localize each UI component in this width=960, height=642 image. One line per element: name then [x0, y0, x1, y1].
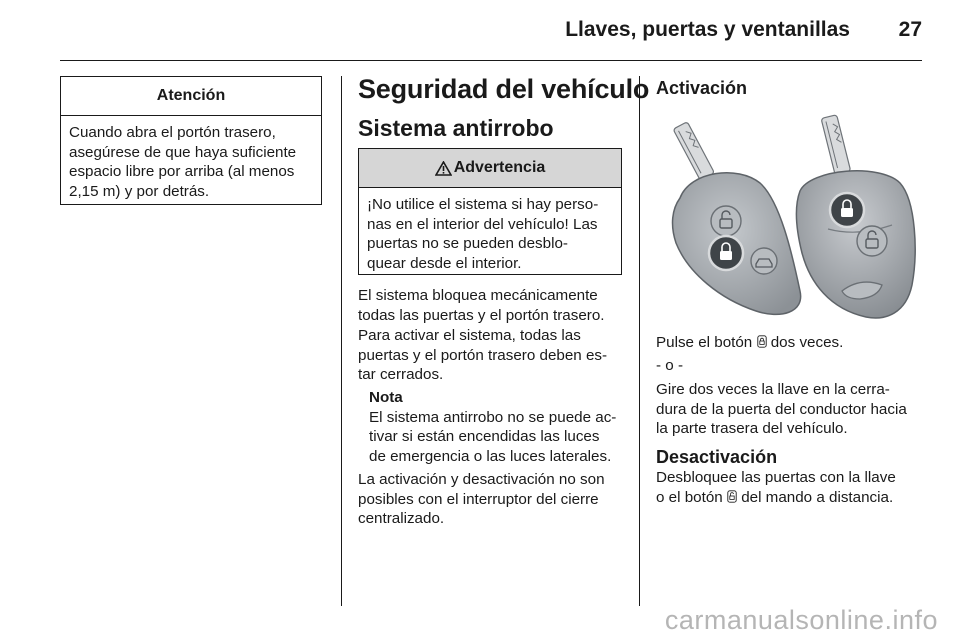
paragraph-line	[656, 488, 896, 508]
header-rule	[60, 60, 922, 61]
warning-line: quear desde el interior.	[367, 254, 522, 272]
warning-body	[359, 188, 621, 279]
paragraph-3	[358, 470, 605, 529]
turn-key-paragraph	[656, 380, 907, 439]
paragraph-line: puertas y el portón trasero deben es-	[358, 346, 608, 364]
warning-box	[358, 148, 622, 275]
paragraph-line: la parte trasera del vehículo.	[656, 420, 848, 437]
unlock-text-before: o el botón	[656, 488, 723, 506]
note-label: Nota	[369, 389, 403, 406]
attention-line: Cuando abra el portón trasero,	[69, 124, 276, 141]
warning-title-bar	[359, 149, 621, 188]
unlock-text-after: del mando a distancia.	[741, 488, 894, 506]
attention-body	[61, 116, 321, 207]
paragraph-line: tar cerrados.	[358, 366, 444, 383]
warning-line: ¡No utilice el sistema si hay perso-	[367, 196, 599, 213]
remote-key-illustration	[660, 113, 922, 323]
paragraph-line: posibles con el interruptor del cierre	[358, 490, 599, 508]
paragraph-line: todas las puertas y el portón trasero.	[358, 306, 605, 324]
paragraph-1	[358, 286, 605, 325]
paragraph-line: Desbloquee las puertas con la llave	[656, 469, 896, 486]
warning-triangle-icon	[435, 161, 452, 176]
warning-title: Advertencia	[453, 159, 546, 176]
attention-line: asegúrese de que haya suficiente	[69, 143, 297, 161]
attention-box	[60, 76, 322, 205]
unlock-icon	[727, 490, 737, 503]
paragraph-line: dura de la puerta del conductor hacia	[656, 400, 907, 418]
paragraph-line: El sistema bloquea mecánicamente	[358, 287, 598, 304]
note	[369, 388, 616, 466]
column-divider-2	[639, 76, 640, 606]
attention-line: 2,15 m) y por detrás.	[69, 182, 210, 200]
note-line: El sistema antirrobo no se puede ac-	[369, 408, 617, 426]
lock-icon	[757, 335, 767, 348]
column-divider-1	[341, 76, 342, 606]
note-line: de emergencia o las luces laterales.	[369, 447, 612, 465]
attention-title: Atención	[61, 77, 321, 116]
press-instruction	[656, 333, 843, 353]
paragraph-line: centralizado.	[358, 510, 445, 527]
paragraph-line: La activación y desactivación no son	[358, 471, 605, 488]
section-title: Seguridad del vehículo	[358, 74, 650, 104]
press-text-after: dos veces.	[770, 334, 844, 351]
or-separator: - o -	[656, 357, 684, 374]
fob-button	[751, 248, 777, 274]
warning-line: nas en el interior del vehículo! Las	[367, 215, 598, 233]
note-line: tivar si están encendidas las luces	[369, 428, 600, 445]
deactivation-title: Desactivación	[656, 447, 778, 467]
activation-title: Activación	[656, 78, 748, 98]
unlock-paragraph	[656, 468, 896, 507]
subsection-title: Sistema antirrobo	[358, 115, 554, 141]
paragraph-line: Para activar el sistema, todas las	[358, 327, 581, 344]
paragraph-line: Gire dos veces la llave en la cerra-	[656, 381, 890, 398]
attention-line: espacio libre por arriba (al menos	[69, 163, 295, 180]
page-number: 27	[898, 18, 922, 41]
paragraph-2	[358, 326, 607, 385]
warning-line: puertas no se pueden desblo-	[367, 235, 568, 252]
press-text-before: Pulse el botón	[656, 334, 753, 351]
header-title: Llaves, puertas y ventanillas	[565, 18, 850, 41]
watermark: carmanualsonline.info	[664, 605, 938, 635]
